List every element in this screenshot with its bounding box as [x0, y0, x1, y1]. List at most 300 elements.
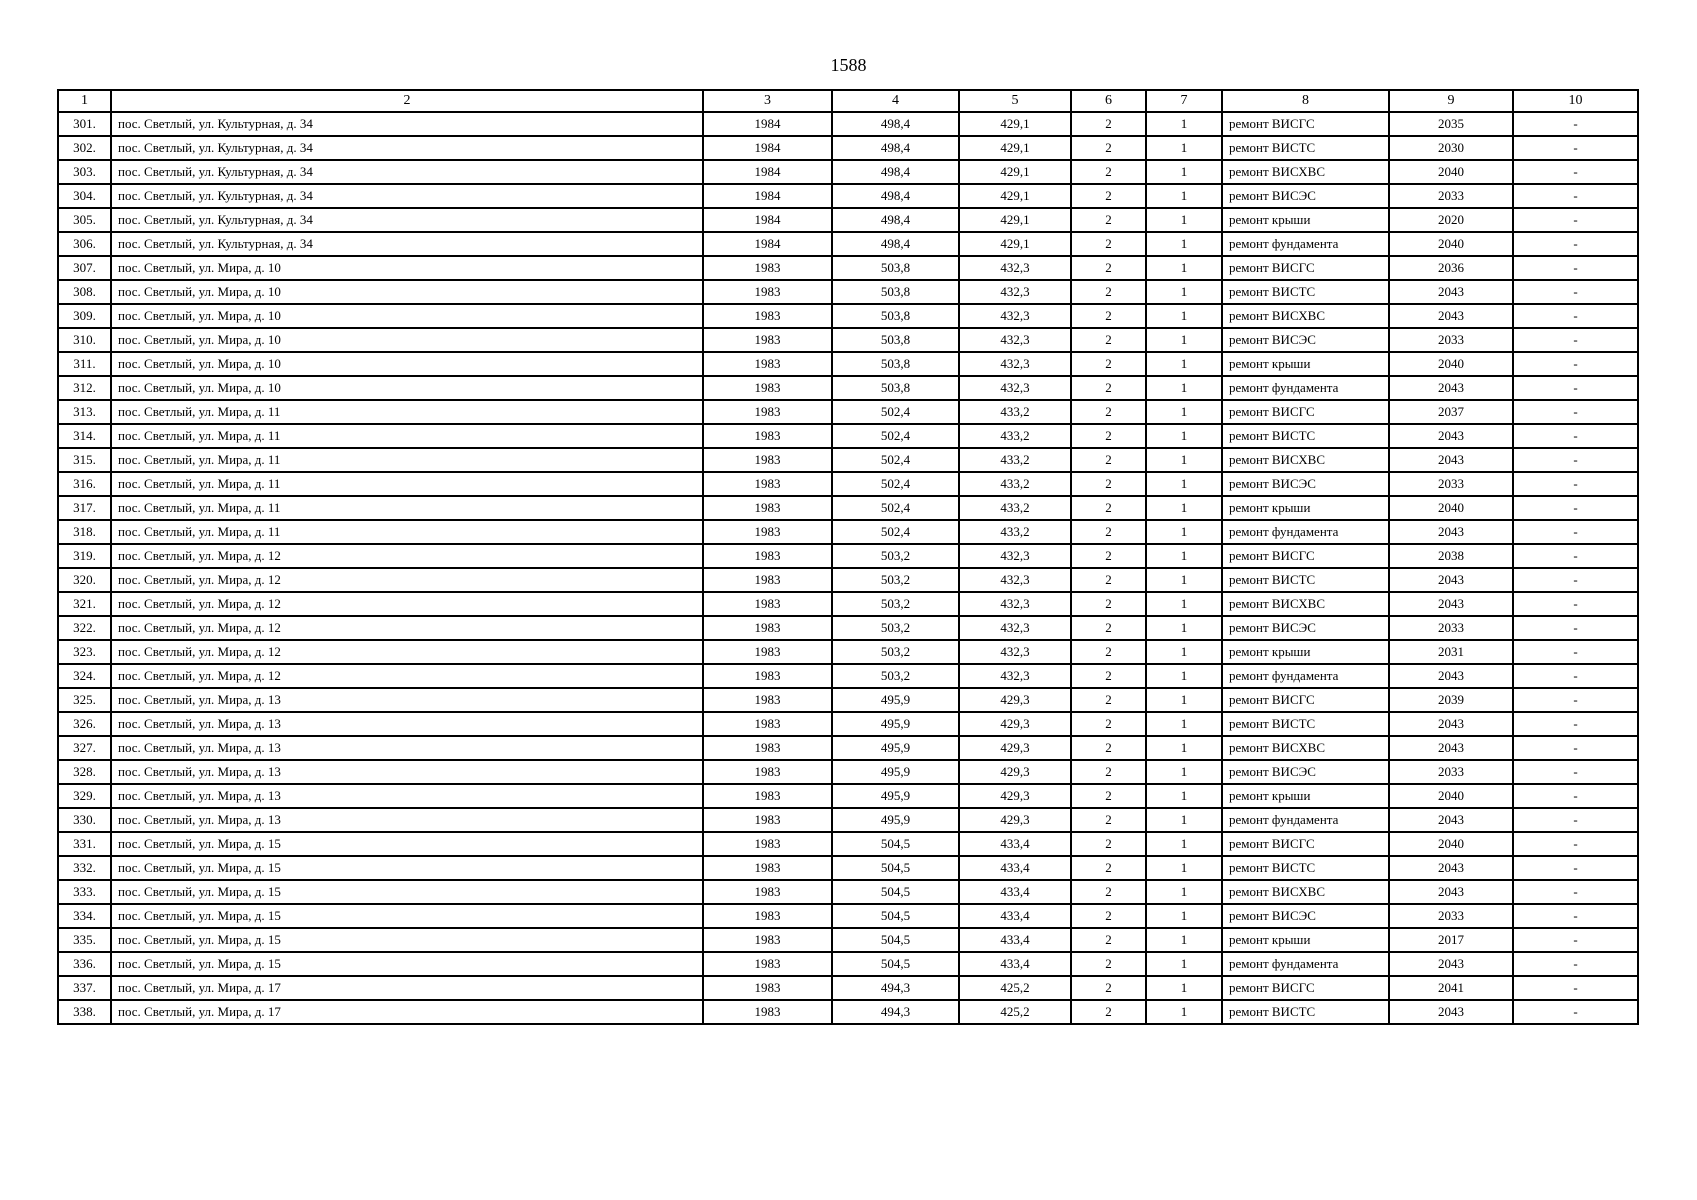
year-cell: 1984	[703, 112, 832, 136]
total-area-cell: 504,5	[832, 904, 959, 928]
planned-year-cell: 2043	[1389, 520, 1513, 544]
living-area-cell: 433,2	[959, 472, 1071, 496]
floors-cell: 2	[1071, 640, 1146, 664]
table-row	[58, 640, 1638, 664]
floors-cell: 2	[1071, 856, 1146, 880]
year-cell: 1983	[703, 280, 832, 304]
entrances-cell: 1	[1146, 856, 1222, 880]
entrances-cell: 1	[1146, 112, 1222, 136]
table-row	[58, 400, 1638, 424]
living-area-cell: 432,3	[959, 376, 1071, 400]
entrances-cell: 1	[1146, 424, 1222, 448]
living-area-cell: 429,1	[959, 184, 1071, 208]
note-cell: -	[1513, 832, 1638, 856]
work-type-cell: ремонт ВИСХВС	[1222, 304, 1389, 328]
row-number-cell: 330.	[58, 808, 111, 832]
entrances-cell: 1	[1146, 256, 1222, 280]
planned-year-cell: 2043	[1389, 712, 1513, 736]
total-area-cell: 504,5	[832, 880, 959, 904]
note-cell: -	[1513, 400, 1638, 424]
row-number-cell: 322.	[58, 616, 111, 640]
column-header: 1	[58, 90, 111, 112]
work-type-cell: ремонт фундамента	[1222, 952, 1389, 976]
entrances-cell: 1	[1146, 160, 1222, 184]
total-area-cell: 495,9	[832, 688, 959, 712]
note-cell: -	[1513, 328, 1638, 352]
note-cell: -	[1513, 1000, 1638, 1024]
row-number-cell: 338.	[58, 1000, 111, 1024]
year-cell: 1983	[703, 448, 832, 472]
total-area-cell: 498,4	[832, 208, 959, 232]
note-cell: -	[1513, 952, 1638, 976]
note-cell: -	[1513, 376, 1638, 400]
table-row	[58, 784, 1638, 808]
note-cell: -	[1513, 304, 1638, 328]
row-number-cell: 329.	[58, 784, 111, 808]
floors-cell: 2	[1071, 256, 1146, 280]
entrances-cell: 1	[1146, 832, 1222, 856]
work-type-cell: ремонт фундамента	[1222, 520, 1389, 544]
floors-cell: 2	[1071, 1000, 1146, 1024]
year-cell: 1983	[703, 904, 832, 928]
work-type-cell: ремонт ВИСТС	[1222, 568, 1389, 592]
entrances-cell: 1	[1146, 208, 1222, 232]
work-type-cell: ремонт ВИСХВС	[1222, 448, 1389, 472]
living-area-cell: 432,3	[959, 664, 1071, 688]
note-cell: -	[1513, 928, 1638, 952]
year-cell: 1983	[703, 400, 832, 424]
note-cell: -	[1513, 568, 1638, 592]
planned-year-cell: 2043	[1389, 448, 1513, 472]
row-number-cell: 303.	[58, 160, 111, 184]
entrances-cell: 1	[1146, 760, 1222, 784]
note-cell: -	[1513, 136, 1638, 160]
year-cell: 1984	[703, 232, 832, 256]
row-number-cell: 336.	[58, 952, 111, 976]
entrances-cell: 1	[1146, 616, 1222, 640]
planned-year-cell: 2030	[1389, 136, 1513, 160]
table-row	[58, 904, 1638, 928]
planned-year-cell: 2033	[1389, 616, 1513, 640]
address-cell: пос. Светлый, ул. Мира, д. 10	[111, 280, 703, 304]
planned-year-cell: 2037	[1389, 400, 1513, 424]
work-type-cell: ремонт ВИСЭС	[1222, 472, 1389, 496]
work-type-cell: ремонт крыши	[1222, 784, 1389, 808]
table-row	[58, 976, 1638, 1000]
living-area-cell: 433,4	[959, 952, 1071, 976]
entrances-cell: 1	[1146, 592, 1222, 616]
total-area-cell: 498,4	[832, 232, 959, 256]
work-type-cell: ремонт ВИСЭС	[1222, 904, 1389, 928]
floors-cell: 2	[1071, 400, 1146, 424]
table-row	[58, 352, 1638, 376]
planned-year-cell: 2040	[1389, 232, 1513, 256]
address-cell: пос. Светлый, ул. Мира, д. 11	[111, 520, 703, 544]
planned-year-cell: 2033	[1389, 184, 1513, 208]
note-cell: -	[1513, 712, 1638, 736]
living-area-cell: 432,3	[959, 616, 1071, 640]
address-cell: пос. Светлый, ул. Культурная, д. 34	[111, 160, 703, 184]
year-cell: 1983	[703, 784, 832, 808]
planned-year-cell: 2033	[1389, 760, 1513, 784]
total-area-cell: 498,4	[832, 136, 959, 160]
note-cell: -	[1513, 232, 1638, 256]
row-number-cell: 318.	[58, 520, 111, 544]
address-cell: пос. Светлый, ул. Мира, д. 12	[111, 544, 703, 568]
year-cell: 1983	[703, 808, 832, 832]
total-area-cell: 502,4	[832, 424, 959, 448]
year-cell: 1983	[703, 352, 832, 376]
work-type-cell: ремонт ВИСТС	[1222, 856, 1389, 880]
floors-cell: 2	[1071, 280, 1146, 304]
floors-cell: 2	[1071, 304, 1146, 328]
floors-cell: 2	[1071, 232, 1146, 256]
year-cell: 1983	[703, 952, 832, 976]
total-area-cell: 503,8	[832, 328, 959, 352]
year-cell: 1983	[703, 712, 832, 736]
column-header: 8	[1222, 90, 1389, 112]
note-cell: -	[1513, 496, 1638, 520]
planned-year-cell: 2038	[1389, 544, 1513, 568]
year-cell: 1983	[703, 568, 832, 592]
year-cell: 1983	[703, 1000, 832, 1024]
entrances-cell: 1	[1146, 904, 1222, 928]
total-area-cell: 502,4	[832, 472, 959, 496]
planned-year-cell: 2043	[1389, 664, 1513, 688]
table-header	[58, 90, 1638, 112]
total-area-cell: 498,4	[832, 160, 959, 184]
work-type-cell: ремонт крыши	[1222, 640, 1389, 664]
planned-year-cell: 2033	[1389, 328, 1513, 352]
work-type-cell: ремонт ВИСХВС	[1222, 880, 1389, 904]
year-cell: 1984	[703, 184, 832, 208]
note-cell: -	[1513, 592, 1638, 616]
entrances-cell: 1	[1146, 496, 1222, 520]
entrances-cell: 1	[1146, 976, 1222, 1000]
work-type-cell: ремонт крыши	[1222, 496, 1389, 520]
year-cell: 1984	[703, 136, 832, 160]
total-area-cell: 503,2	[832, 568, 959, 592]
living-area-cell: 429,1	[959, 208, 1071, 232]
address-cell: пос. Светлый, ул. Мира, д. 10	[111, 256, 703, 280]
address-cell: пос. Светлый, ул. Культурная, д. 34	[111, 112, 703, 136]
column-header: 9	[1389, 90, 1513, 112]
entrances-cell: 1	[1146, 232, 1222, 256]
note-cell: -	[1513, 736, 1638, 760]
address-cell: пос. Светлый, ул. Мира, д. 17	[111, 976, 703, 1000]
table-row	[58, 472, 1638, 496]
work-type-cell: ремонт фундамента	[1222, 664, 1389, 688]
entrances-cell: 1	[1146, 400, 1222, 424]
column-header: 10	[1513, 90, 1638, 112]
table-row	[58, 736, 1638, 760]
work-type-cell: ремонт ВИСГС	[1222, 976, 1389, 1000]
table-row	[58, 760, 1638, 784]
address-cell: пос. Светлый, ул. Культурная, д. 34	[111, 136, 703, 160]
row-number-cell: 321.	[58, 592, 111, 616]
table-row	[58, 520, 1638, 544]
work-type-cell: ремонт ВИСХВС	[1222, 160, 1389, 184]
total-area-cell: 502,4	[832, 496, 959, 520]
year-cell: 1983	[703, 256, 832, 280]
year-cell: 1983	[703, 304, 832, 328]
planned-year-cell: 2017	[1389, 928, 1513, 952]
row-number-cell: 323.	[58, 640, 111, 664]
living-area-cell: 432,3	[959, 592, 1071, 616]
address-cell: пос. Светлый, ул. Мира, д. 12	[111, 616, 703, 640]
work-type-cell: ремонт ВИСТС	[1222, 712, 1389, 736]
planned-year-cell: 2040	[1389, 784, 1513, 808]
entrances-cell: 1	[1146, 448, 1222, 472]
row-number-cell: 310.	[58, 328, 111, 352]
table-row	[58, 808, 1638, 832]
total-area-cell: 494,3	[832, 1000, 959, 1024]
living-area-cell: 429,3	[959, 688, 1071, 712]
column-header: 2	[111, 90, 703, 112]
living-area-cell: 429,3	[959, 736, 1071, 760]
entrances-cell: 1	[1146, 736, 1222, 760]
entrances-cell: 1	[1146, 544, 1222, 568]
work-type-cell: ремонт ВИСТС	[1222, 136, 1389, 160]
table-row	[58, 664, 1638, 688]
row-number-cell: 332.	[58, 856, 111, 880]
address-cell: пос. Светлый, ул. Мира, д. 13	[111, 736, 703, 760]
planned-year-cell: 2043	[1389, 280, 1513, 304]
address-cell: пос. Светлый, ул. Мира, д. 11	[111, 448, 703, 472]
work-type-cell: ремонт крыши	[1222, 352, 1389, 376]
living-area-cell: 432,3	[959, 280, 1071, 304]
entrances-cell: 1	[1146, 688, 1222, 712]
floors-cell: 2	[1071, 592, 1146, 616]
row-number-cell: 317.	[58, 496, 111, 520]
table-row	[58, 136, 1638, 160]
work-type-cell: ремонт ВИСГС	[1222, 400, 1389, 424]
total-area-cell: 498,4	[832, 184, 959, 208]
floors-cell: 2	[1071, 808, 1146, 832]
total-area-cell: 495,9	[832, 712, 959, 736]
entrances-cell: 1	[1146, 472, 1222, 496]
total-area-cell: 503,2	[832, 592, 959, 616]
row-number-cell: 337.	[58, 976, 111, 1000]
table-row	[58, 160, 1638, 184]
planned-year-cell: 2043	[1389, 568, 1513, 592]
living-area-cell: 433,2	[959, 400, 1071, 424]
total-area-cell: 503,2	[832, 544, 959, 568]
planned-year-cell: 2040	[1389, 832, 1513, 856]
year-cell: 1983	[703, 520, 832, 544]
living-area-cell: 429,1	[959, 112, 1071, 136]
table-row	[58, 928, 1638, 952]
entrances-cell: 1	[1146, 928, 1222, 952]
floors-cell: 2	[1071, 688, 1146, 712]
living-area-cell: 433,4	[959, 832, 1071, 856]
floors-cell: 2	[1071, 424, 1146, 448]
floors-cell: 2	[1071, 448, 1146, 472]
table-row	[58, 232, 1638, 256]
table-row	[58, 1000, 1638, 1024]
address-cell: пос. Светлый, ул. Мира, д. 13	[111, 688, 703, 712]
total-area-cell: 504,5	[832, 856, 959, 880]
table-row	[58, 568, 1638, 592]
address-cell: пос. Светлый, ул. Мира, д. 15	[111, 928, 703, 952]
year-cell: 1983	[703, 376, 832, 400]
table-row	[58, 856, 1638, 880]
planned-year-cell: 2039	[1389, 688, 1513, 712]
row-number-cell: 327.	[58, 736, 111, 760]
year-cell: 1983	[703, 640, 832, 664]
note-cell: -	[1513, 520, 1638, 544]
total-area-cell: 504,5	[832, 952, 959, 976]
year-cell: 1983	[703, 592, 832, 616]
table-row	[58, 112, 1638, 136]
planned-year-cell: 2040	[1389, 352, 1513, 376]
living-area-cell: 432,3	[959, 568, 1071, 592]
work-type-cell: ремонт ВИСХВС	[1222, 736, 1389, 760]
planned-year-cell: 2020	[1389, 208, 1513, 232]
table-row	[58, 952, 1638, 976]
total-area-cell: 495,9	[832, 784, 959, 808]
year-cell: 1983	[703, 760, 832, 784]
total-area-cell: 495,9	[832, 736, 959, 760]
living-area-cell: 432,3	[959, 256, 1071, 280]
total-area-cell: 503,8	[832, 256, 959, 280]
note-cell: -	[1513, 160, 1638, 184]
total-area-cell: 502,4	[832, 520, 959, 544]
row-number-cell: 315.	[58, 448, 111, 472]
row-number-cell: 305.	[58, 208, 111, 232]
total-area-cell: 502,4	[832, 448, 959, 472]
floors-cell: 2	[1071, 544, 1146, 568]
column-header: 7	[1146, 90, 1222, 112]
year-cell: 1983	[703, 976, 832, 1000]
floors-cell: 2	[1071, 328, 1146, 352]
note-cell: -	[1513, 208, 1638, 232]
table-body	[58, 112, 1638, 1024]
floors-cell: 2	[1071, 976, 1146, 1000]
year-cell: 1983	[703, 616, 832, 640]
floors-cell: 2	[1071, 160, 1146, 184]
work-type-cell: ремонт ВИСЭС	[1222, 184, 1389, 208]
year-cell: 1983	[703, 328, 832, 352]
note-cell: -	[1513, 976, 1638, 1000]
total-area-cell: 503,8	[832, 352, 959, 376]
row-number-cell: 326.	[58, 712, 111, 736]
row-number-cell: 333.	[58, 880, 111, 904]
living-area-cell: 429,3	[959, 712, 1071, 736]
work-type-cell: ремонт ВИСЭС	[1222, 328, 1389, 352]
row-number-cell: 311.	[58, 352, 111, 376]
address-cell: пос. Светлый, ул. Мира, д. 13	[111, 784, 703, 808]
living-area-cell: 429,1	[959, 232, 1071, 256]
living-area-cell: 433,4	[959, 880, 1071, 904]
living-area-cell: 429,3	[959, 784, 1071, 808]
planned-year-cell: 2035	[1389, 112, 1513, 136]
address-cell: пос. Светлый, ул. Мира, д. 13	[111, 712, 703, 736]
floors-cell: 2	[1071, 472, 1146, 496]
address-cell: пос. Светлый, ул. Мира, д. 15	[111, 880, 703, 904]
column-header: 5	[959, 90, 1071, 112]
address-cell: пос. Светлый, ул. Мира, д. 10	[111, 304, 703, 328]
row-number-cell: 320.	[58, 568, 111, 592]
address-cell: пос. Светлый, ул. Мира, д. 15	[111, 856, 703, 880]
year-cell: 1983	[703, 472, 832, 496]
planned-year-cell: 2033	[1389, 904, 1513, 928]
note-cell: -	[1513, 424, 1638, 448]
floors-cell: 2	[1071, 184, 1146, 208]
table-row	[58, 424, 1638, 448]
row-number-cell: 319.	[58, 544, 111, 568]
note-cell: -	[1513, 880, 1638, 904]
living-area-cell: 432,3	[959, 352, 1071, 376]
address-cell: пос. Светлый, ул. Мира, д. 15	[111, 952, 703, 976]
row-number-cell: 307.	[58, 256, 111, 280]
total-area-cell: 503,2	[832, 640, 959, 664]
living-area-cell: 429,3	[959, 808, 1071, 832]
floors-cell: 2	[1071, 568, 1146, 592]
total-area-cell: 504,5	[832, 928, 959, 952]
entrances-cell: 1	[1146, 712, 1222, 736]
entrances-cell: 1	[1146, 808, 1222, 832]
table-row	[58, 304, 1638, 328]
floors-cell: 2	[1071, 376, 1146, 400]
table-row	[58, 376, 1638, 400]
planned-year-cell: 2033	[1389, 472, 1513, 496]
table-row	[58, 712, 1638, 736]
row-number-cell: 313.	[58, 400, 111, 424]
floors-cell: 2	[1071, 712, 1146, 736]
living-area-cell: 425,2	[959, 976, 1071, 1000]
entrances-cell: 1	[1146, 784, 1222, 808]
floors-cell: 2	[1071, 520, 1146, 544]
total-area-cell: 495,9	[832, 808, 959, 832]
column-header: 6	[1071, 90, 1146, 112]
row-number-cell: 334.	[58, 904, 111, 928]
address-cell: пос. Светлый, ул. Мира, д. 10	[111, 376, 703, 400]
floors-cell: 2	[1071, 208, 1146, 232]
total-area-cell: 495,9	[832, 760, 959, 784]
page-number: 1588	[830, 55, 867, 75]
row-number-cell: 325.	[58, 688, 111, 712]
planned-year-cell: 2036	[1389, 256, 1513, 280]
year-cell: 1983	[703, 424, 832, 448]
floors-cell: 2	[1071, 784, 1146, 808]
row-number-cell: 335.	[58, 928, 111, 952]
table-row	[58, 616, 1638, 640]
planned-year-cell: 2043	[1389, 880, 1513, 904]
column-header: 4	[832, 90, 959, 112]
row-number-cell: 306.	[58, 232, 111, 256]
address-cell: пос. Светлый, ул. Мира, д. 10	[111, 352, 703, 376]
entrances-cell: 1	[1146, 184, 1222, 208]
total-area-cell: 503,8	[832, 304, 959, 328]
total-area-cell: 504,5	[832, 832, 959, 856]
note-cell: -	[1513, 688, 1638, 712]
work-type-cell: ремонт крыши	[1222, 928, 1389, 952]
note-cell: -	[1513, 904, 1638, 928]
note-cell: -	[1513, 760, 1638, 784]
work-type-cell: ремонт ВИСХВС	[1222, 592, 1389, 616]
planned-year-cell: 2043	[1389, 856, 1513, 880]
planned-year-cell: 2043	[1389, 424, 1513, 448]
year-cell: 1983	[703, 496, 832, 520]
planned-year-cell: 2031	[1389, 640, 1513, 664]
work-type-cell: ремонт ВИСТС	[1222, 424, 1389, 448]
living-area-cell: 429,3	[959, 760, 1071, 784]
row-number-cell: 302.	[58, 136, 111, 160]
year-cell: 1983	[703, 832, 832, 856]
work-type-cell: ремонт фундамента	[1222, 808, 1389, 832]
entrances-cell: 1	[1146, 376, 1222, 400]
